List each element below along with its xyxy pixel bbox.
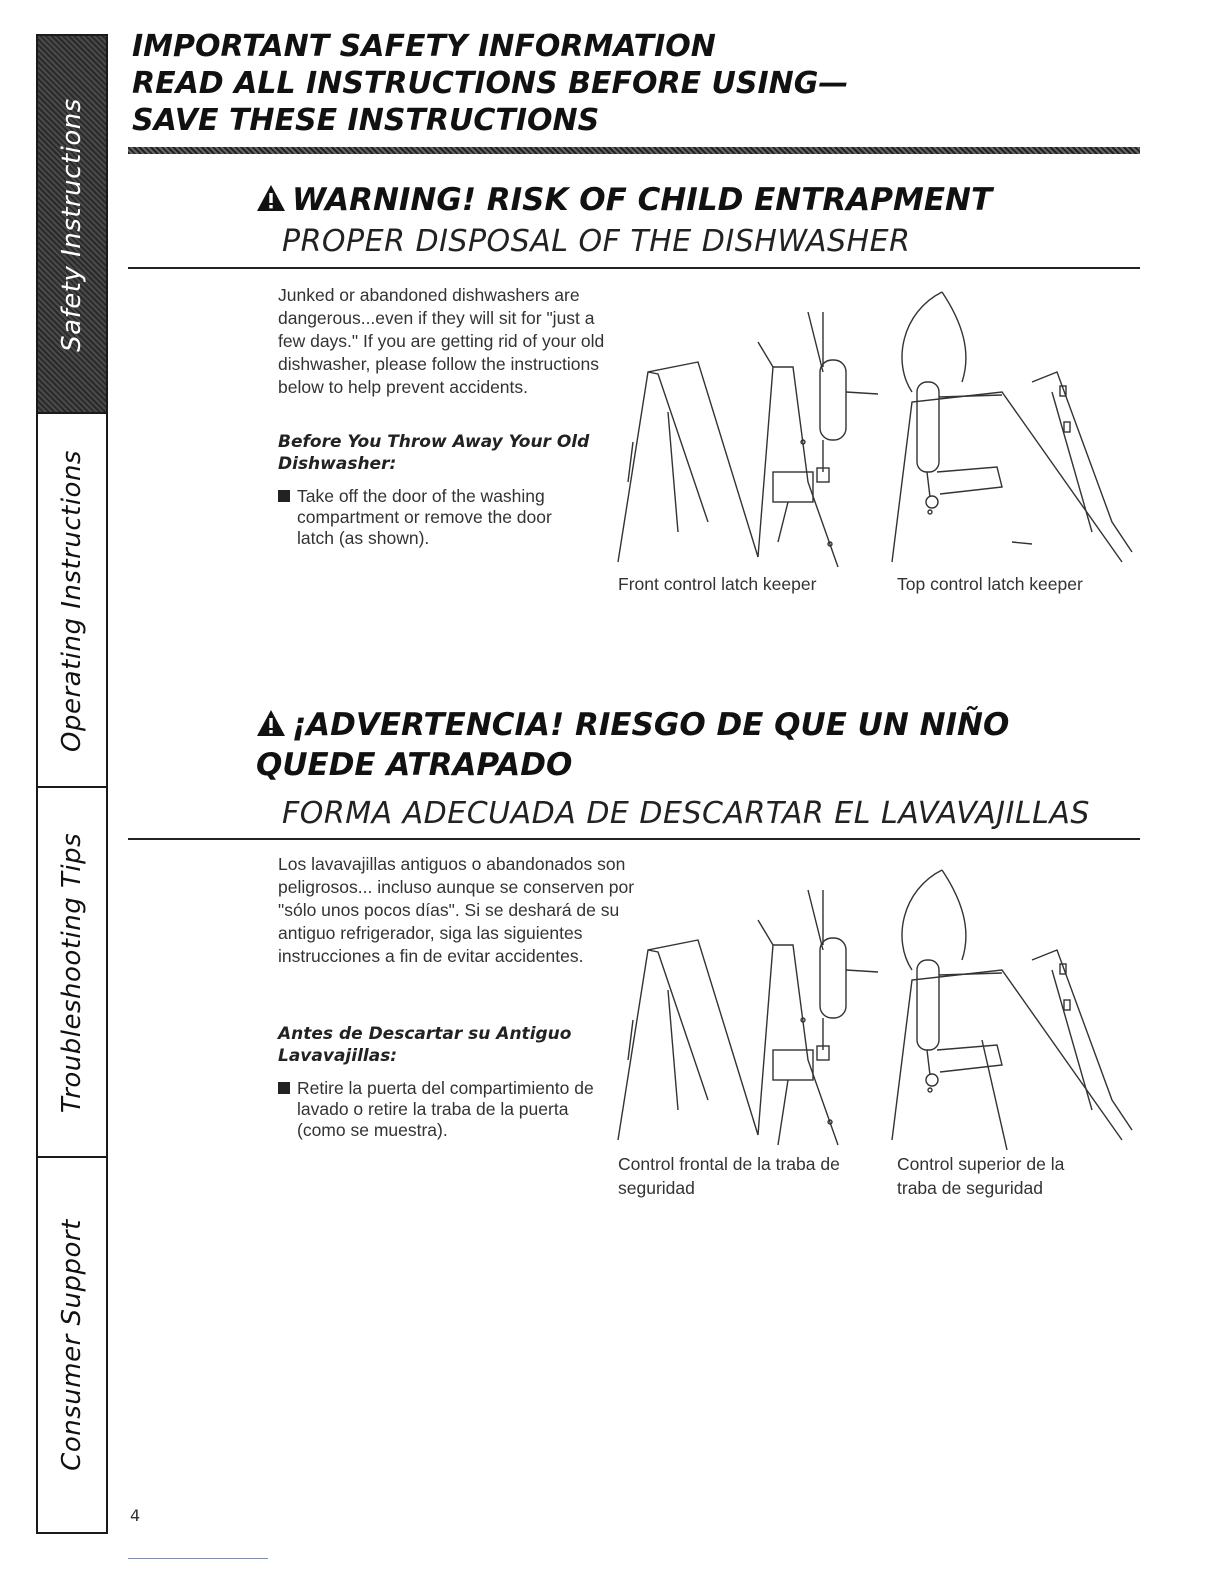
- warning-triangle-icon: [256, 184, 286, 212]
- bullet-item-spanish: Retire la puerta del compartimiento de lavado o retire la traba de la puerta (como se muestra).: [278, 1078, 615, 1141]
- top-latch-illustration: [882, 860, 1144, 1150]
- warning-title-english: [256, 180, 1136, 220]
- bullet-item-english: Take off the door of the washing compartment or remove the door latch (as shown).: [278, 486, 587, 549]
- tab-label: Safety Instructions: [57, 98, 88, 352]
- tab-label: Consumer Support: [57, 1219, 87, 1471]
- subheading-spanish: Antes de Descartar su Antiguo Lavavajillas:: [278, 1024, 572, 1066]
- header-line-1: IMPORTANT SAFETY INFORMATION: [132, 29, 716, 64]
- page-number: 4: [130, 1506, 141, 1525]
- warning-title-text: WARNING! RISK OF CHILD ENTRAPMENT: [292, 182, 993, 218]
- tab-label: Troubleshooting Tips: [57, 832, 88, 1114]
- subheading-english: Before You Throw Away Your Old Dishwasher:: [278, 432, 590, 474]
- warning-title-spanish: [256, 705, 1136, 785]
- warning-subtitle-spanish: FORMA ADECUADA DE DESCARTAR EL LAVAVAJILLAS: [282, 796, 1090, 831]
- header-line-3: SAVE THESE INSTRUCTIONS: [132, 103, 600, 138]
- tab-troubleshooting-tips[interactable]: [36, 786, 108, 1158]
- front-latch-illustration: [608, 282, 888, 572]
- caption-top-latch: Top control latch keeper: [897, 574, 1083, 594]
- page-header: [132, 28, 848, 139]
- warning-title-text: ¡ADVERTENCIA! RIESGO DE QUE UN NIÑO QUEDE ATRAPADO: [256, 707, 1010, 783]
- top-latch-illustration: [882, 282, 1144, 572]
- sidebar-tabs: [36, 34, 106, 1532]
- header-line-2: READ ALL INSTRUCTIONS BEFORE USING—: [132, 66, 849, 101]
- caption-front-latch: Front control latch keeper: [618, 574, 817, 594]
- tab-consumer-support[interactable]: [36, 1156, 108, 1534]
- header-rule: [128, 147, 1140, 154]
- body-text-spanish: Los lavavajillas antiguos o abandonados son peligrosos... incluso aunque se conserven por "sólo unos pocos días". Si se deshará de su antiguo refrigerador, siga las siguientes instrucciones a fin de evitar accidentes.: [278, 854, 635, 966]
- caption-front-latch: Control frontal de la traba de seguridad: [618, 1154, 840, 1198]
- tab-safety-instructions[interactable]: [36, 34, 108, 414]
- tab-operating-instructions[interactable]: [36, 412, 108, 788]
- section-rule: [128, 267, 1140, 269]
- front-latch-illustration: [608, 860, 888, 1150]
- warning-triangle-icon: [256, 709, 286, 737]
- caption-top-latch: Control superior de la traba de seguridad: [897, 1154, 1065, 1198]
- footer-rule: [128, 1558, 268, 1559]
- section-rule: [128, 838, 1140, 840]
- warning-subtitle-english: PROPER DISPOSAL OF THE DISHWASHER: [282, 224, 911, 259]
- tab-label: Operating Instructions: [57, 450, 88, 752]
- body-text-english: Junked or abandoned dishwashers are dangerous...even if they will sit for "just a few days." If you are getting rid of your old dishwasher, please follow the instructions below to help prevent accidents.: [278, 285, 605, 397]
